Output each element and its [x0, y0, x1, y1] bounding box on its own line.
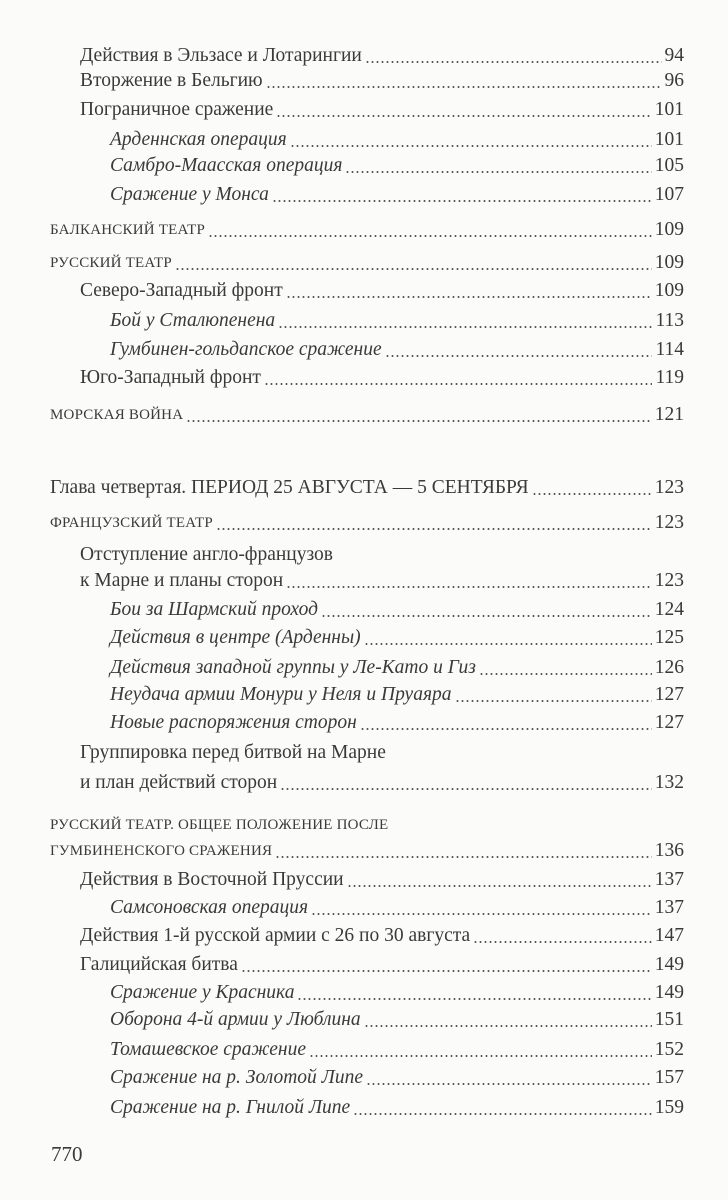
toc-entry-page: 127 [654, 684, 684, 705]
toc-entry-page: 136 [654, 840, 684, 861]
toc-entry-title: Группировка перед битвой на Марне [80, 742, 386, 763]
toc-entry [0, 475, 684, 501]
toc-entry [0, 97, 684, 123]
toc-entry-page: 137 [654, 897, 684, 918]
toc-entry [0, 770, 684, 796]
toc-entry [0, 980, 684, 1006]
toc-entry-title: РУССКИЙ ТЕАТР. ОБЩЕЕ ПОЛОЖЕНИЕ ПОСЛЕ [50, 817, 389, 833]
toc-entry-title: к Марне и планы сторон [80, 570, 284, 591]
toc-entry [0, 740, 684, 766]
dot-leader [264, 383, 653, 385]
dot-leader [455, 700, 652, 702]
toc-entry-title: Галицийская битва [80, 954, 238, 975]
toc-entry-page: 132 [654, 772, 684, 793]
dot-leader [290, 145, 652, 147]
toc-entry [0, 597, 684, 623]
dot-leader [389, 758, 681, 760]
dot-leader [309, 1055, 652, 1057]
toc-entry-page: 119 [655, 367, 684, 388]
toc-entry-title: Сражение на р. Гнилой Липе [110, 1097, 351, 1118]
toc-entry-title: Сражение у Монса [110, 184, 269, 205]
toc-entry-page: 113 [655, 310, 684, 331]
dot-leader [280, 788, 652, 790]
toc-entry [0, 250, 684, 276]
dot-leader [186, 420, 652, 422]
toc-entry-title: Бои за Шармский проход [110, 599, 318, 620]
toc-entry-page: 123 [654, 477, 684, 498]
toc-entry-title: Неудача армии Монури у Неля и Пруаяра [110, 684, 452, 705]
toc-entry [0, 217, 684, 243]
toc-entry-page: 123 [654, 512, 684, 533]
dot-leader [266, 86, 662, 88]
toc-entry-title: Действия 1-й русской армии с 26 по 30 августа [80, 925, 471, 946]
toc-entry [0, 710, 684, 736]
dot-leader [353, 1113, 652, 1115]
toc-entry [0, 1037, 684, 1063]
toc-entry [0, 542, 684, 568]
toc-entry-title: Оборона 4-й армии у Люблина [110, 1009, 361, 1030]
toc-entry [0, 153, 684, 179]
dot-leader [345, 171, 651, 173]
toc-entry-title: Новые распоряжения сторон [110, 712, 357, 733]
toc-entry [0, 308, 684, 334]
toc-entry-title: Пограничное сражение [80, 99, 274, 120]
toc-entry [0, 510, 684, 536]
toc-entry-title: БАЛКАНСКИЙ ТЕАТР [50, 222, 206, 238]
toc-entry-page: 125 [654, 627, 684, 648]
toc-entry-title: Арденнская операция [110, 129, 287, 150]
toc-entry [0, 682, 684, 708]
toc-entry-title: РУССКИЙ ТЕАТР [50, 255, 172, 271]
toc-entry-page: 157 [654, 1067, 684, 1088]
toc-entry-page: 121 [654, 404, 684, 425]
page-number: 770 [51, 1142, 83, 1166]
dot-leader [385, 355, 653, 357]
toc-entry-title: Действия в Восточной Пруссии [80, 869, 344, 890]
dot-leader [479, 673, 652, 675]
dot-leader [311, 913, 652, 915]
toc-entry [0, 655, 684, 681]
toc-entry-page: 137 [654, 869, 684, 890]
dot-leader [275, 856, 652, 858]
toc-entry [0, 838, 684, 864]
toc-entry-page: 109 [654, 219, 684, 240]
toc-entry [0, 365, 684, 391]
dot-leader [286, 296, 652, 298]
toc-entry [0, 1065, 684, 1091]
toc-entry [0, 1095, 684, 1121]
toc-entry-page: 149 [654, 982, 684, 1003]
toc-entry-page: 109 [654, 280, 684, 301]
toc-entry-title: ГУМБИНЕНСКОГО СРАЖЕНИЯ [50, 843, 273, 859]
toc-entry-page: 109 [654, 252, 684, 273]
toc-entry-title: Самбро-Маасская операция [110, 155, 343, 176]
toc-entry-page: 149 [654, 954, 684, 975]
dot-leader [216, 528, 652, 530]
toc-entry-title: Действия в центре (Арденны) [110, 627, 361, 648]
dot-leader [272, 200, 652, 202]
toc-entry [0, 278, 684, 304]
toc-entry-title: Сражение на р. Золотой Липе [110, 1067, 364, 1088]
toc-entry [0, 43, 684, 69]
toc-entry [0, 127, 684, 153]
toc-entry-title: ФРАНЦУЗСКИЙ ТЕАТР [50, 515, 213, 531]
dot-leader [360, 728, 652, 730]
toc-entry [0, 812, 684, 838]
toc-entry-page: 123 [654, 570, 684, 591]
toc-entry-title: Действия западной группы у Ле-Като и Гиз [110, 657, 476, 678]
toc-entry [0, 402, 684, 428]
toc-entry-title: МОРСКАЯ ВОЙНА [50, 407, 184, 423]
dot-leader [391, 830, 681, 832]
toc-entry-page: 127 [654, 712, 684, 733]
toc-entry-page: 105 [654, 155, 684, 176]
toc-entry-title: и план действий сторон [80, 772, 278, 793]
toc-entry [0, 923, 684, 949]
toc-entry-title: Вторжение в Бельгию [80, 70, 263, 91]
dot-leader [321, 615, 652, 617]
dot-leader [175, 268, 652, 270]
toc-entry-page: 147 [654, 925, 684, 946]
dot-leader [365, 61, 662, 63]
toc-entry-page: 124 [654, 599, 684, 620]
toc-entry-page: 126 [654, 657, 684, 678]
toc-entry-page: 114 [655, 339, 684, 360]
dot-leader [276, 115, 651, 117]
dot-leader [532, 493, 652, 495]
toc-entry [0, 68, 684, 94]
toc-entry-page: 107 [654, 184, 684, 205]
toc-entry-page: 94 [664, 45, 684, 66]
toc-entry-title: Гумбинен-гольдапское сражение [110, 339, 382, 360]
toc-entry-page: 101 [654, 99, 684, 120]
toc-entry [0, 182, 684, 208]
dot-leader [366, 1083, 652, 1085]
toc-entry [0, 895, 684, 921]
toc-entry-page: 151 [654, 1009, 684, 1030]
toc-entry-title: Юго-Западный фронт [80, 367, 261, 388]
toc-entry-title: Сражение у Красника [110, 982, 295, 1003]
toc-entry-page: 159 [654, 1097, 684, 1118]
toc-entry [0, 337, 684, 363]
toc-entry [0, 867, 684, 893]
toc-entry-title: Томашевское сражение [110, 1039, 307, 1060]
dot-leader [241, 970, 652, 972]
toc-entry [0, 625, 684, 651]
toc-entry-title: Отступление англо-французов [80, 544, 334, 565]
dot-leader [364, 1025, 652, 1027]
toc-entry [0, 568, 684, 594]
toc-entry [0, 952, 684, 978]
toc-entry-page: 101 [654, 129, 684, 150]
toc-entry-title: Действия в Эльзасе и Лотарингии [80, 45, 362, 66]
toc-entry-title: Глава четвертая. ПЕРИОД 25 АВГУСТА — 5 СЕНТЯБРЯ [50, 477, 529, 498]
dot-leader [278, 326, 652, 328]
dot-leader [336, 560, 681, 562]
toc-entry-title: Северо-Западный фронт [80, 280, 283, 301]
dot-leader [347, 885, 652, 887]
toc-entry-page: 96 [664, 70, 684, 91]
toc-entry-page: 152 [654, 1039, 684, 1060]
dot-leader [364, 643, 652, 645]
dot-leader [286, 586, 652, 588]
toc-entry-title: Самсоновская операция [110, 897, 309, 918]
dot-leader [208, 235, 652, 237]
dot-leader [473, 941, 652, 943]
dot-leader [297, 998, 651, 1000]
toc-entry [0, 1007, 684, 1033]
toc-entry-title: Бой у Сталюпенена [110, 310, 276, 331]
